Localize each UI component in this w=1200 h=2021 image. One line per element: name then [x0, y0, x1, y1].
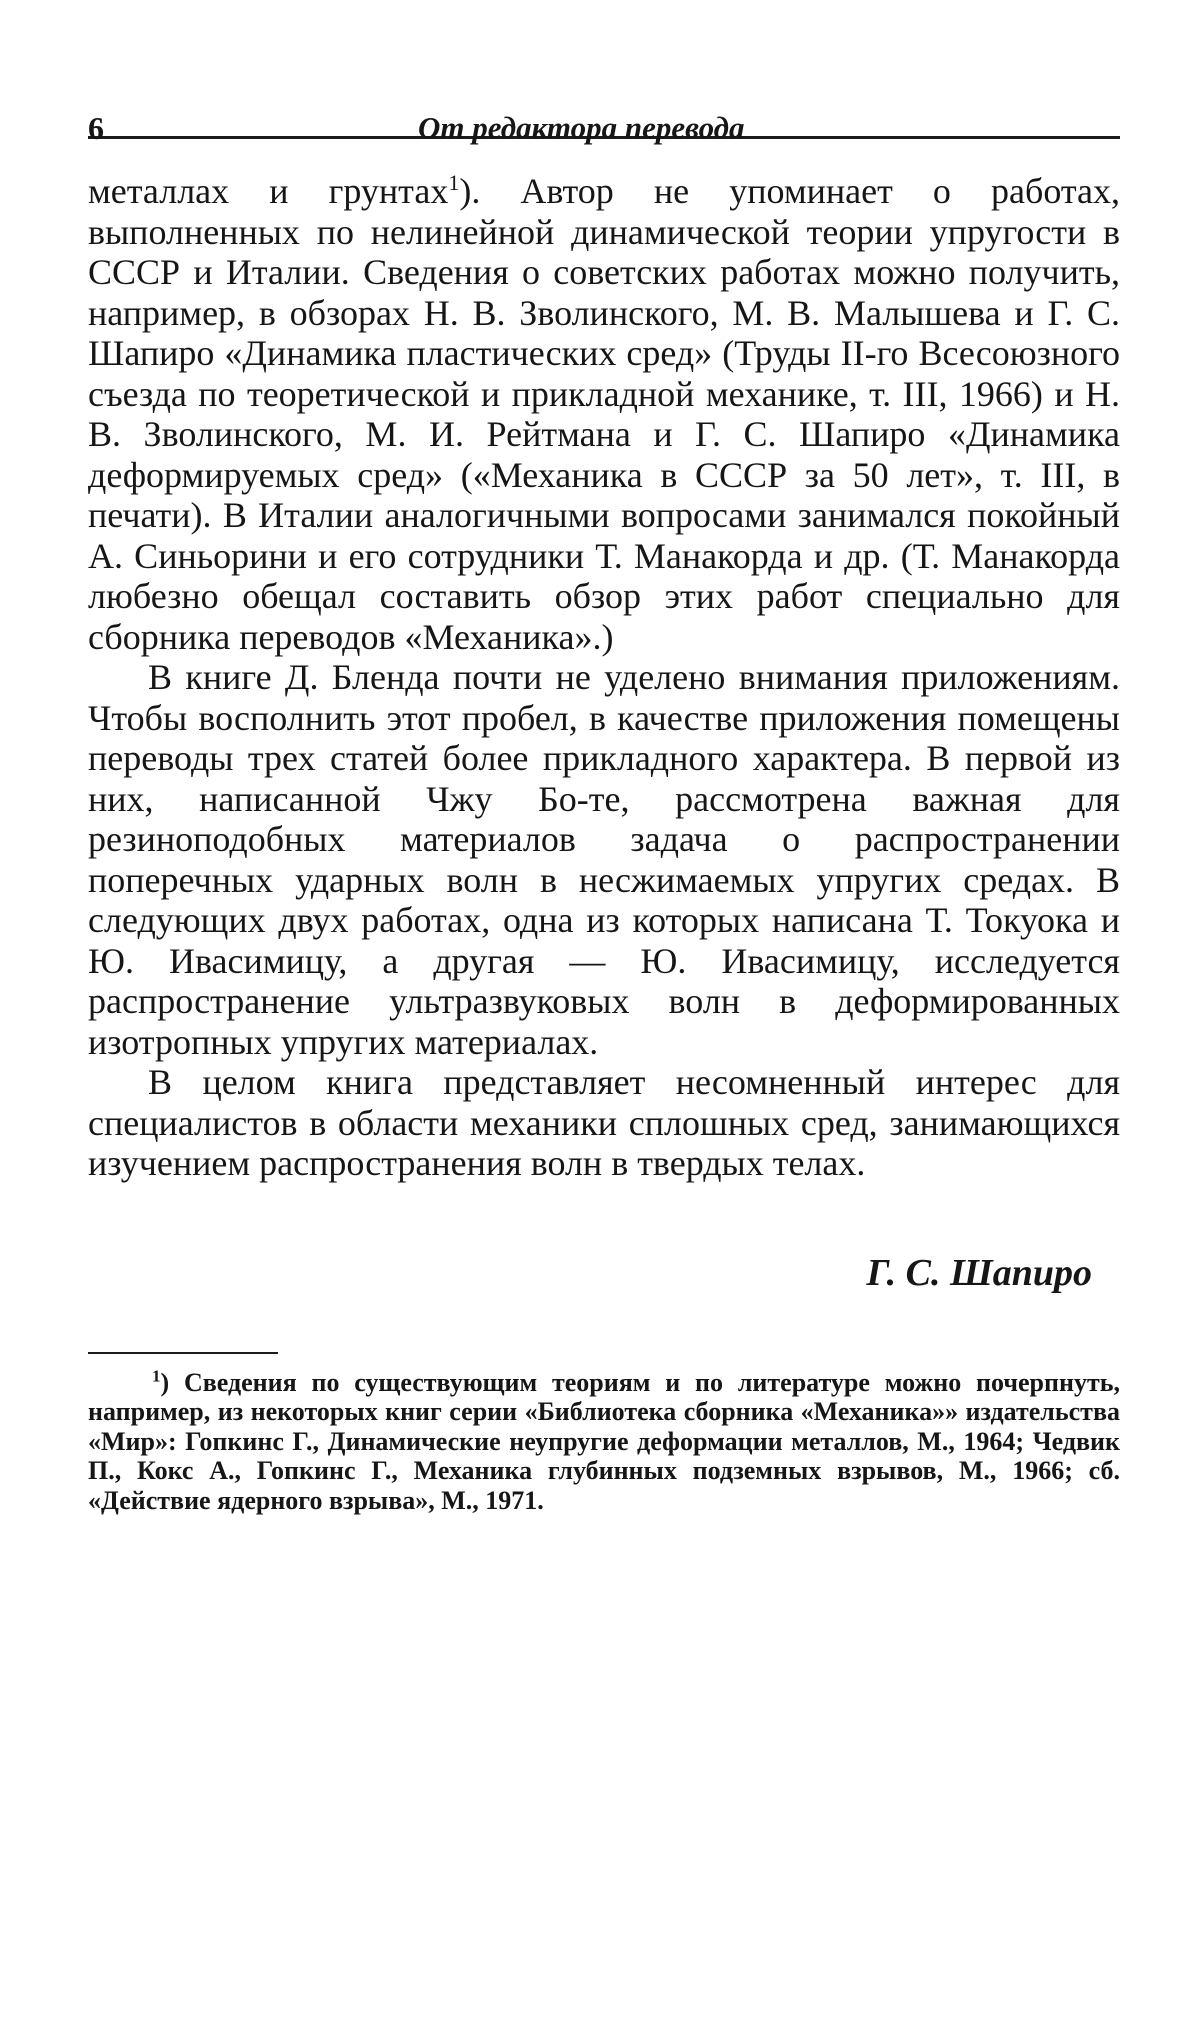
footnote-marker: 1	[152, 1365, 161, 1385]
running-head-title: От редактора перевода	[418, 110, 745, 145]
author-signature: Г. С. Шапиро	[866, 1251, 1092, 1294]
body-text	[88, 171, 1120, 1184]
running-head	[88, 90, 1120, 146]
paragraph-3: В целом книга представляет несомненный интерес для специалистов в области механики сплошных сред, занимающихся изучением распространения волн в твердых телах.	[88, 1062, 1120, 1183]
page-number: 6	[88, 110, 104, 146]
book-page	[88, 90, 1120, 1515]
paragraph-1-start: металлах и грунтах	[88, 171, 449, 211]
footnote-divider	[88, 1352, 278, 1354]
paragraph-2: В книге Д. Бленда почти не уделено внимания приложениям. Чтобы восполнить этот пробел, в качестве приложения помещены переводы трех статей более прикладного характера. В первой из них, написанной Чжу Бо-те, рассмотрена важная для резиноподобных материалов задача о распространении поперечных ударных волн в несжимаемых упругих средах. В следующих двух работах, одна из которых написана Т. Токуока и Ю. Ивасимицу, а другая — Ю. Ивасимицу, исследуется распространение ультразвуковых волн в деформированных изотропных упругих материалах.	[88, 657, 1120, 1062]
footnote-text: ) Сведения по существующим теориям и по литературе можно почерпнуть, например, из некоторых книг серии «Библиотека сборника «Механика»» издательства «Мир»: Гопкинс Г., Динамические неупругие деформации металлов, М., 1964; Чедвик П., Кокс А., Гопкинс Г., Механика глубинных подземных взрывов, М., 1966; сб. «Действие ядерного взрыва», М., 1971.	[88, 1367, 1120, 1515]
footnote-reference: 1	[448, 170, 460, 195]
paragraph-1-rest: ). Автор не упоминает о работах, выполненных по нелинейной динамической теории упругости в СССР и Италии. Сведения о советских работах можно получить, например, в обзорах Н. В. Зволинского, М. В. Малышева и Г. С. Шапиро «Динамика пластических сред» (Труды II-го Всесоюзного съезда по теоретической и прикладной механике, т. III, 1966) и Н. В. Зволинского, М. И. Рейтмана и Г. С. Шапиро «Динамика деформируемых сред» («Механика в СССР за 50 лет», т. III, в печати). В Италии аналогичными вопросами занимался покойный А. Синьорини и его сотрудники Т. Манакорда и др. (Т. Манакорда любезно обещал составить обзор этих работ специально для сборника переводов «Механика».)	[88, 171, 1120, 657]
footnote	[88, 1365, 1120, 1516]
paragraph-1	[88, 171, 1120, 657]
